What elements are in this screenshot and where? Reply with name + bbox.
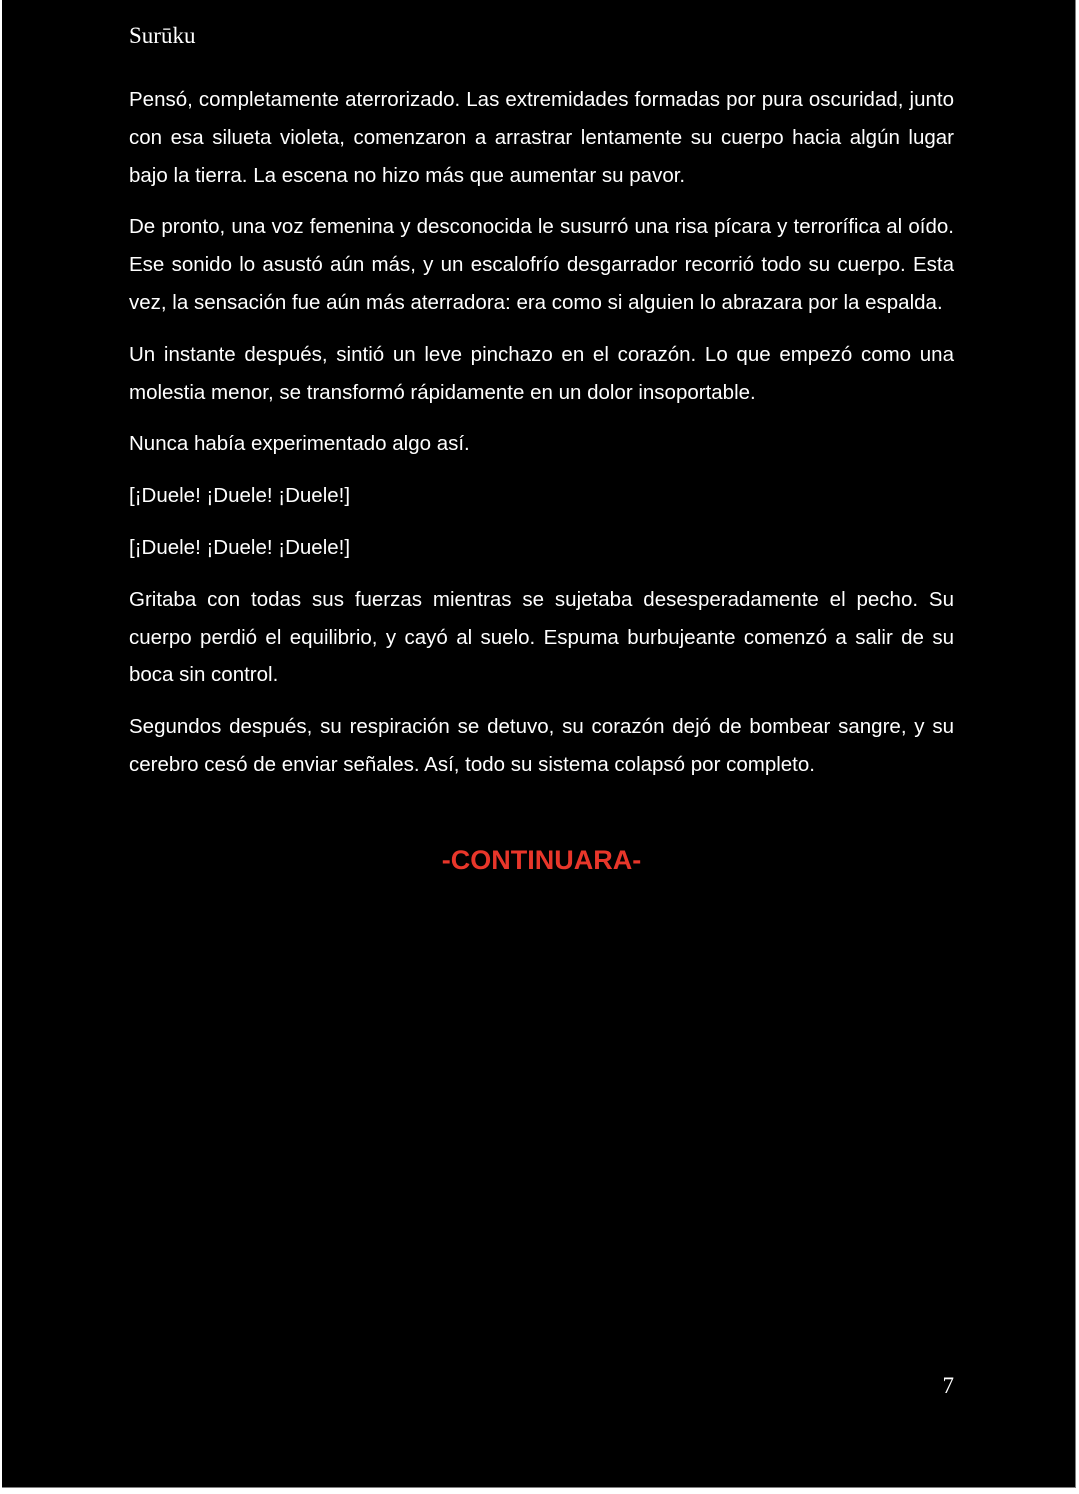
paragraph: Un instante después, sintió un leve pinchazo en el corazón. Lo que empezó como una molestia menor, se transformó rápidamente en un dolor insoportable. xyxy=(129,342,954,404)
paragraph: Gritaba con todas sus fuerzas mientras se sujetaba desesperadamente el pecho. Su cuerpo perdió el equilibrio, y cayó al suelo. Espuma burbujeante comenzó a salir de su boca sin control. xyxy=(129,587,954,687)
paragraph: De pronto, una voz femenina y desconocida le susurró una risa pícara y terrorífica al oído. Ese sonido lo asustó aún más, y un escalofrío desgarrador recorrió todo su cuerpo. Esta vez, la sensación fue aún más aterradora: era como si alguien lo abrazara por la espalda. xyxy=(129,215,954,314)
continuation-heading: -CONTINUARA- xyxy=(441,845,642,875)
document-page xyxy=(2,0,1076,1488)
paragraph: Segundos después, su respiración se detuvo, su corazón dejó de bombear sangre, y su cerebro cesó de enviar señales. Así, todo su sistema colapsó por completo. xyxy=(129,715,954,776)
paragraph: [¡Duele! ¡Duele! ¡Duele!] xyxy=(129,484,351,508)
paragraph: Pensó, completamente aterrorizado. Las extremidades formadas por pura oscuridad, junto con esa silueta violeta, comenzaron a arrastrar lentamente su cuerpo hacia algún lugar bajo la tierra. La escena no hizo más que aumentar su pavor. xyxy=(129,88,954,187)
paragraph: [¡Duele! ¡Duele! ¡Duele!] xyxy=(129,535,351,559)
chapter-body xyxy=(129,81,954,798)
page-number: 7 xyxy=(942,1373,954,1398)
running-header: Surūku xyxy=(129,23,196,48)
paragraph: Nunca había experimentado algo así. xyxy=(129,432,470,456)
